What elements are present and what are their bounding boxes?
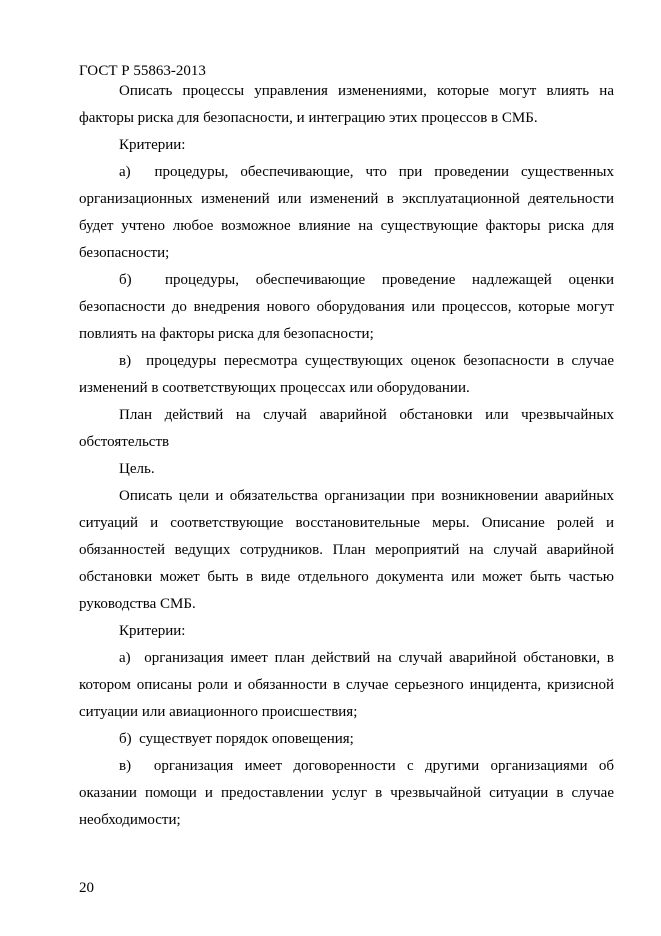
paragraph-criterion-b: б) процедуры, обеспечивающие проведение надлежащей оценки безопасности до внедрения нового оборудования или процессов, которые могут повлиять на факторы риска для безопасности; — [79, 272, 614, 342]
paragraph-criteria-heading-2: Критерии: — [119, 623, 186, 639]
paragraph-change-management-intro: Описать процессы управления изменениями, которые могут влиять на факторы риска для безопасности, и интеграцию этих процессов в СМБ. — [79, 83, 614, 126]
page-number: 20 — [79, 880, 94, 896]
paragraph-criterion-a: а) процедуры, обеспечивающие, что при проведении существенных организационных изменений или изменений в эксплуатационной деятельности будет учтено любое возможное влияние на существующие факторы риска для безопасности; — [79, 164, 614, 261]
paragraph-criteria-heading: Критерии: — [119, 137, 186, 153]
paragraph-criterion-a-2: а) организация имеет план действий на случай аварийной обстановки, в котором описаны роли и обязанности в случае серьезного инцидента, кризисной ситуации или авиационного происшествия; — [79, 650, 614, 720]
paragraph-criterion-v: в) процедуры пересмотра существующих оценок безопасности в случае изменений в соответствующих процессах или оборудовании. — [79, 353, 614, 396]
paragraph-criterion-v-2: в) организация имеет договоренности с другими организациями об оказании помощи и предоставлении услуг в чрезвычайной ситуации в случае необходимости; — [79, 758, 614, 828]
paragraph-criterion-b-2: б) существует порядок оповещения; — [119, 731, 354, 747]
paragraph-goal-label: Цель. — [119, 461, 155, 477]
document-code-header: ГОСТ Р 55863-2013 — [79, 63, 206, 79]
document-body — [79, 78, 614, 834]
paragraph-goal-description: Описать цели и обязательства организации при возникновении аварийных ситуаций и соответствующие восстановительные меры. Описание ролей и обязанностей ведущих сотрудников. План мероприятий на случай аварийной обстановки может быть в виде отдельного документа или может быть частью руководства СМБ. — [79, 488, 614, 612]
paragraph-emergency-plan-title: План действий на случай аварийной обстановки или чрезвычайных обстоятельств — [79, 407, 614, 450]
